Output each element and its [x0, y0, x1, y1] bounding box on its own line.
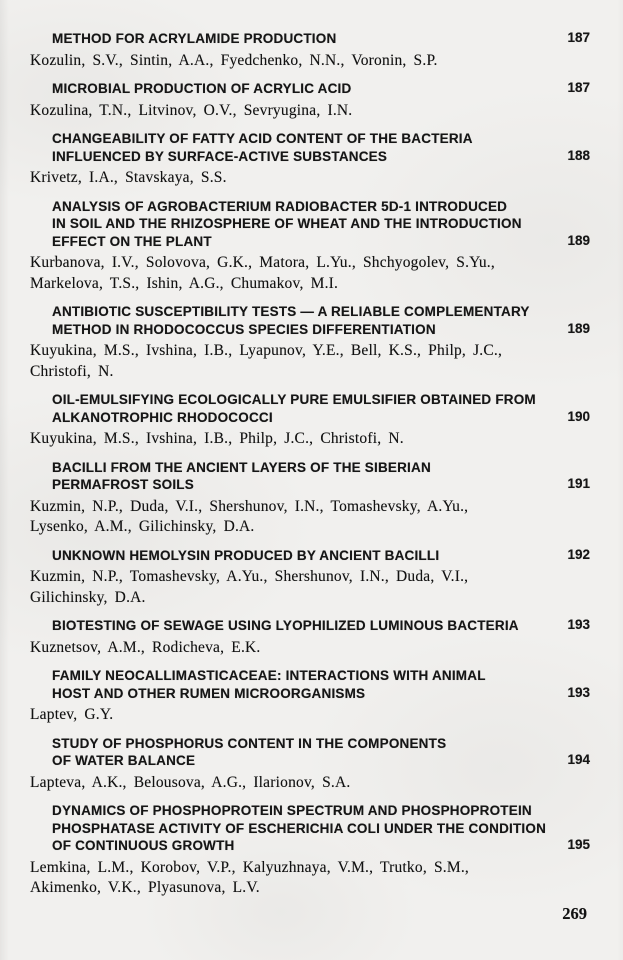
entry-page-number: 187: [567, 80, 590, 95]
title-text: ALKANOTROPHIC RHODOCOCCI: [52, 409, 273, 425]
entry-authors: [30, 101, 590, 122]
toc-entry: [30, 130, 590, 189]
author-line: Markelova, T.S., Ishin, A.G., Chumakov, M.I.: [30, 274, 339, 292]
title-line: [52, 735, 590, 753]
title-line: [52, 198, 590, 216]
author-line: Kurbanova, I.V., Solovova, G.K., Matora, L.Yu., Shchyogolev, S.Yu.,: [30, 254, 495, 271]
entry-title: [30, 303, 590, 338]
toc-entry: [30, 30, 590, 71]
author-line: Lapteva, A.K., Belousova, A.G., Ilarionov, S.A.: [30, 773, 351, 791]
title-line: [52, 303, 590, 321]
entry-authors: [30, 858, 590, 899]
title-text: OF WATER BALANCE: [52, 753, 196, 768]
toc-entry: [30, 735, 590, 794]
author-line: Kuzmin, N.P., Duda, V.I., Shershunov, I.N., Tomashevsky, A.Yu.,: [30, 497, 469, 515]
title-line: [52, 321, 590, 339]
entry-title: [30, 198, 590, 251]
toc-entry: [30, 80, 590, 121]
title-text: PERMAFROST SOILS: [52, 477, 194, 492]
toc-entry: [30, 617, 590, 658]
entry-title: [30, 735, 590, 770]
entry-page-number: 194: [567, 752, 590, 767]
title-text: BACILLI FROM THE ANCIENT LAYERS OF THE SIBERIAN: [52, 459, 431, 475]
entry-page-number: 190: [567, 408, 590, 424]
title-line: [52, 476, 590, 494]
entry-authors: [30, 429, 590, 450]
entry-page-number: 192: [567, 546, 590, 562]
toc-entry: [30, 391, 590, 450]
entry-title: [30, 30, 590, 48]
title-line: [52, 409, 590, 427]
author-line: Kuznetsov, A.M., Rodicheva, E.K.: [30, 638, 261, 656]
entry-authors: [30, 567, 590, 608]
entry-page-number: 193: [567, 684, 590, 700]
title-text: PHOSPHATASE ACTIVITY OF ESCHERICHIA COLI UNDER THE CONDITION: [52, 820, 547, 836]
title-text: DYNAMICS OF PHOSPHOPROTEIN SPECTRUM AND PHOSPHOPROTEIN: [52, 803, 532, 818]
author-line: Lemkina, L.M., Korobov, V.P., Kalyuzhnaya, V.M., Trutko, S.M.,: [30, 858, 470, 876]
title-text: METHOD FOR ACRYLAMIDE PRODUCTION: [52, 31, 337, 46]
entry-authors: [30, 341, 590, 382]
title-text: METHOD IN RHODOCOCCUS SPECIES DIFFERENTIATION: [52, 321, 436, 337]
author-line: Lysenko, A.M., Gilichinsky, D.A.: [30, 518, 255, 535]
entry-authors: [30, 51, 590, 72]
entry-title: [30, 802, 590, 855]
page-number: 269: [562, 904, 587, 923]
toc-entry: [30, 547, 590, 609]
title-line: [52, 802, 590, 820]
title-line: [52, 547, 590, 565]
title-text: OF CONTINUOUS GROWTH: [52, 838, 235, 853]
title-line: [52, 233, 590, 251]
entry-authors: [30, 705, 590, 726]
toc-entry: [30, 459, 590, 538]
entry-page-number: 195: [567, 837, 590, 852]
entry-authors: [30, 168, 590, 189]
title-line: [52, 617, 590, 635]
title-line: [52, 391, 590, 409]
entry-page-number: 188: [567, 147, 590, 163]
toc-entry: [30, 198, 590, 295]
entry-title: [30, 617, 590, 635]
title-text: HOST AND OTHER RUMEN MICROORGANISMS: [52, 685, 366, 701]
title-text: INFLUENCED BY SURFACE-ACTIVE SUBSTANCES: [52, 148, 388, 164]
entry-title: [30, 667, 590, 702]
title-text: BIOTESTING OF SEWAGE USING LYOPHILIZED LUMINOUS BACTERIA: [52, 618, 519, 633]
author-line: Kuzmin, N.P., Tomashevsky, A.Yu., Shershunov, I.N., Duda, V.I.,: [30, 568, 469, 585]
entry-page-number: 187: [567, 30, 590, 45]
title-text: MICROBIAL PRODUCTION OF ACRYLIC ACID: [52, 81, 352, 96]
entry-title: [30, 80, 590, 98]
entry-page-number: 189: [567, 320, 590, 336]
title-text: IN SOIL AND THE RHIZOSPHERE OF WHEAT AND THE INTRODUCTION: [52, 216, 522, 231]
author-line: Kuyukina, M.S., Ivshina, I.B., Philp, J.C., Christofi, N.: [30, 430, 404, 447]
toc-list: [30, 30, 590, 908]
author-line: Krivetz, I.A., Stavskaya, S.S.: [30, 169, 227, 186]
author-line: Kuyukina, M.S., Ivshina, I.B., Lyapunov, Y.E., Bell, K.S., Philp, J.C.,: [30, 342, 503, 359]
author-line: Laptev, G.Y.: [30, 706, 114, 723]
title-text: UNKNOWN HEMOLYSIN PRODUCED BY ANCIENT BACILLI: [52, 547, 440, 563]
title-text: ANTIBIOTIC SUSCEPTIBILITY TESTS — A RELIABLE COMPLEMENTARY: [52, 304, 530, 319]
title-line: [52, 459, 590, 477]
author-line: Kozulina, T.N., Litvinov, O.V., Sevryugina, I.N.: [30, 101, 353, 119]
entry-page-number: 189: [567, 232, 590, 248]
toc-entry: [30, 802, 590, 899]
title-line: [52, 667, 590, 685]
title-text: EFFECT ON THE PLANT: [52, 233, 212, 249]
title-line: [52, 837, 590, 855]
title-line: [52, 215, 590, 233]
title-line: [52, 685, 590, 703]
entry-authors: [30, 497, 590, 538]
toc-entry: [30, 303, 590, 382]
title-text: ANALYSIS OF AGROBACTERIUM RADIOBACTER 5D-1 INTRODUCED: [52, 198, 508, 214]
title-line: [52, 148, 590, 166]
title-line: [52, 820, 590, 838]
title-line: [52, 752, 590, 770]
author-line: Gilichinsky, D.A.: [30, 588, 146, 606]
toc-entry: [30, 667, 590, 726]
entry-title: [30, 459, 590, 494]
entry-authors: [30, 253, 590, 294]
author-line: Christofi, N.: [30, 362, 114, 380]
author-line: Kozulin, S.V., Sintin, A.A., Fyedchenko, N.N., Voronin, S.P.: [30, 51, 438, 69]
entry-authors: [30, 638, 590, 659]
entry-title: [30, 391, 590, 426]
entry-authors: [30, 773, 590, 794]
title-text: STUDY OF PHOSPHORUS CONTENT IN THE COMPONENTS: [52, 735, 447, 751]
entry-page-number: 191: [567, 476, 590, 491]
title-text: OIL-EMULSIFYING ECOLOGICALLY PURE EMULSIFIER OBTAINED FROM: [52, 392, 536, 407]
author-line: Akimenko, V.K., Plyasunova, L.V.: [30, 879, 260, 896]
title-text: FAMILY NEOCALLIMASTICACEAE: INTERACTIONS WITH ANIMAL: [52, 668, 486, 683]
entry-title: [30, 547, 590, 565]
title-line: [52, 30, 590, 48]
entry-page-number: 193: [567, 617, 590, 632]
title-line: [52, 80, 590, 98]
title-line: [52, 130, 590, 148]
title-text: CHANGEABILITY OF FATTY ACID CONTENT OF THE BACTERIA: [52, 131, 473, 146]
entry-title: [30, 130, 590, 165]
